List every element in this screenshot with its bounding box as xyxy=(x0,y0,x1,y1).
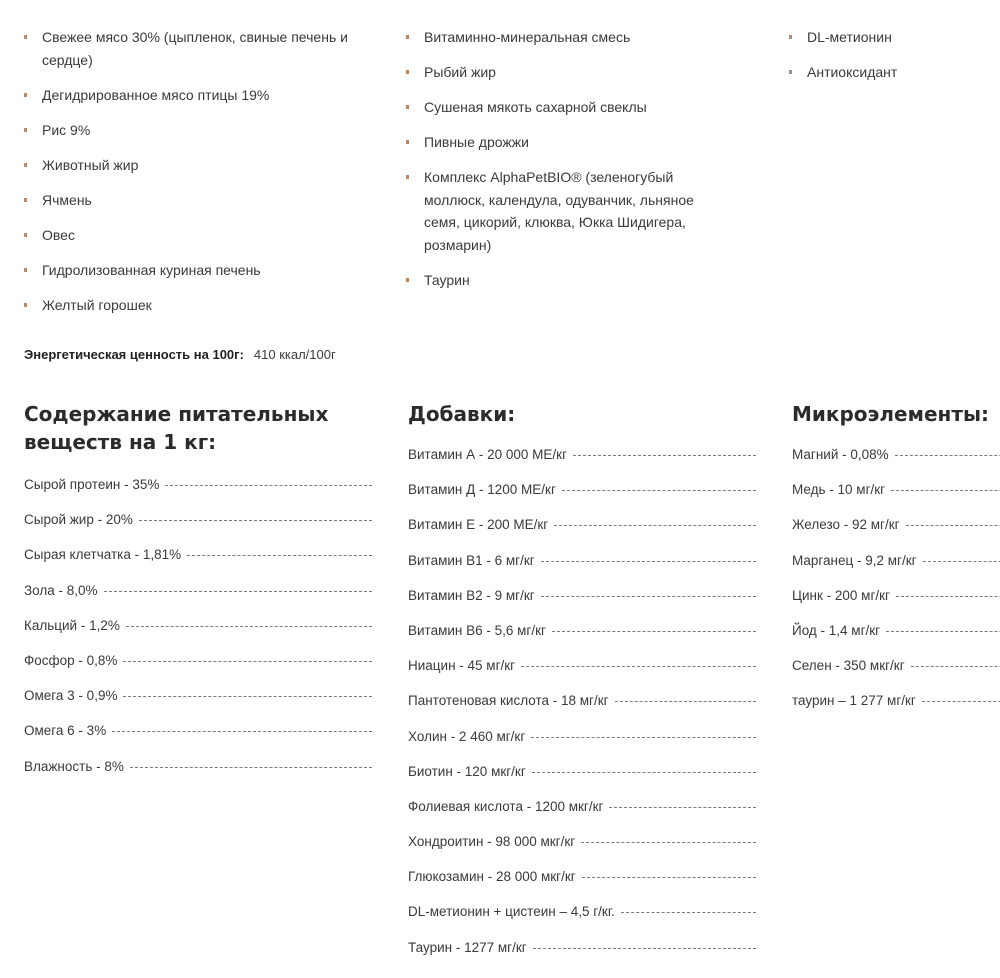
bullet-icon xyxy=(24,303,27,307)
additive-text: Холин - 2 460 мг/кг xyxy=(408,728,526,744)
additive-text: Витамин Д - 1200 МЕ/кг xyxy=(408,482,556,498)
additive-row xyxy=(408,657,756,692)
additive-text: Хондроитин - 98 000 мкг/кг xyxy=(408,834,576,850)
ingredient-label: Рыбий жир xyxy=(424,64,496,80)
microelement-row xyxy=(792,587,1000,622)
ingredient-label: Гидролизованная куриная печень xyxy=(42,261,261,278)
bullet-icon xyxy=(789,70,792,74)
nutrient-row xyxy=(24,652,372,687)
additive-row xyxy=(408,622,756,657)
nutrient-row xyxy=(24,582,372,617)
leader-dots xyxy=(896,596,1000,597)
bullet-icon xyxy=(406,105,409,109)
leader-dots xyxy=(531,737,756,738)
nutrient-row xyxy=(24,476,372,511)
additives-section xyxy=(408,400,756,974)
nutrient-text: Сырой протеин - 35% xyxy=(24,477,160,492)
bullet-icon xyxy=(406,175,409,179)
additive-row xyxy=(408,763,756,798)
additive-text: Ниацин - 45 мг/кг xyxy=(408,658,516,674)
microelement-row xyxy=(792,516,1000,551)
nutrient-text: Фосфор - 0,8% xyxy=(24,652,118,668)
nutrient-text: Сырая клетчатка - 1,81% xyxy=(24,547,182,563)
ingredients-column-2 xyxy=(406,26,726,304)
ingredient-label: Комплекс AlphaPetBIO® (зеленогубый моллюск, календула, одуванчик, льняное семя, цикорий, клюква, Юкка Шидигера, розмарин) xyxy=(424,169,694,253)
additive-text: Витамин А - 20 000 МЕ/кг xyxy=(408,447,567,462)
ingredient-item xyxy=(406,131,726,154)
ingredient-label: Антиоксидант xyxy=(807,64,898,80)
microelement-text: Медь - 10 мг/кг xyxy=(792,482,886,498)
microelement-text: таурин – 1 277 мг/кг xyxy=(792,693,916,709)
energy-amount: 410 ккал/100г xyxy=(253,347,336,362)
ingredient-label: DL-метионин xyxy=(807,29,892,45)
additive-text: Глюкозамин - 28 000 мкг/кг xyxy=(408,869,576,885)
energy-label: Энергетическая ценность на 100г: xyxy=(24,347,244,362)
nutrient-text: Влажность - 8% xyxy=(24,758,124,774)
ingredient-label: Таурин xyxy=(424,271,470,288)
additive-text: Таурин - 1277 мг/кг xyxy=(408,939,527,955)
microelement-row xyxy=(792,552,1000,587)
additive-text: DL-метионин + цистеин – 4,5 г/кг. xyxy=(408,904,615,920)
nutrient-text: Омега 3 - 0,9% xyxy=(24,688,118,704)
leader-dots xyxy=(573,455,756,456)
leader-dots xyxy=(582,877,756,878)
ingredient-item xyxy=(24,26,374,71)
nutrient-row xyxy=(24,617,372,652)
additive-text: Витамин В2 - 9 мг/кг xyxy=(408,587,535,603)
ingredient-item xyxy=(406,269,726,292)
leader-dots xyxy=(104,591,372,592)
leader-dots xyxy=(541,596,756,597)
microelements-list xyxy=(792,446,1000,728)
ingredient-item xyxy=(24,189,374,212)
additive-row xyxy=(408,939,756,974)
microelement-text: Магний - 0,08% xyxy=(792,447,889,462)
bullet-icon xyxy=(24,163,27,167)
leader-dots xyxy=(112,731,372,732)
ingredients-column-1 xyxy=(24,26,374,329)
ingredient-item xyxy=(406,96,726,119)
microelement-row xyxy=(792,657,1000,692)
leader-dots xyxy=(521,666,756,667)
ingredients-column-3 xyxy=(789,26,989,96)
additive-row xyxy=(408,587,756,622)
additive-row xyxy=(408,481,756,516)
leader-dots xyxy=(541,561,756,562)
additive-row xyxy=(408,446,756,481)
bullet-icon xyxy=(24,35,27,39)
microelement-text: Железо - 92 мг/кг xyxy=(792,517,900,533)
ingredient-item xyxy=(406,61,726,84)
additive-text: Витамин В6 - 5,6 мг/кг xyxy=(408,622,546,638)
bullet-icon xyxy=(24,268,27,272)
nutrient-text: Кальций - 1,2% xyxy=(24,617,120,633)
ingredient-item xyxy=(24,119,374,142)
leader-dots xyxy=(615,701,756,702)
bullet-icon xyxy=(24,198,27,202)
ingredient-label: Рис 9% xyxy=(42,121,91,138)
microelement-row xyxy=(792,446,1000,481)
leader-dots xyxy=(922,701,1000,702)
additive-row xyxy=(408,833,756,868)
nutrient-row xyxy=(24,758,372,793)
leader-dots xyxy=(906,525,1000,526)
nutrient-row xyxy=(24,722,372,757)
bullet-icon xyxy=(406,278,409,282)
leader-dots xyxy=(533,948,756,949)
additives-title: Добавки: xyxy=(408,402,516,426)
ingredient-item xyxy=(406,26,726,49)
leader-dots xyxy=(911,666,1000,667)
leader-dots xyxy=(554,525,756,526)
leader-dots xyxy=(923,561,1000,562)
ingredient-label: Дегидрированное мясо птицы 19% xyxy=(42,86,270,103)
ingredient-item xyxy=(406,166,726,256)
bullet-icon xyxy=(24,128,27,132)
additives-list xyxy=(408,446,756,974)
ingredient-label: Витаминно-минеральная смесь xyxy=(424,29,631,45)
ingredient-item xyxy=(24,294,374,317)
additive-text: Пантотеновая кислота - 18 мг/кг xyxy=(408,693,609,709)
leader-dots xyxy=(187,555,372,556)
ingredient-label: Ячмень xyxy=(42,191,92,208)
bullet-icon xyxy=(406,70,409,74)
leader-dots xyxy=(165,485,372,486)
nutrients-title: Содержание питательных веществ на 1 кг: xyxy=(24,402,329,454)
nutrient-row xyxy=(24,687,372,722)
microelements-section xyxy=(792,400,1000,728)
bullet-icon xyxy=(24,233,27,237)
bullet-icon xyxy=(789,35,792,39)
microelements-title: Микроэлементы: xyxy=(792,402,990,426)
nutrient-text: Зола - 8,0% xyxy=(24,582,98,598)
nutrient-text: Сырой жир - 20% xyxy=(24,512,133,528)
leader-dots xyxy=(609,807,756,808)
additive-text: Биотин - 120 мкг/кг xyxy=(408,763,526,779)
leader-dots xyxy=(139,520,372,521)
ingredient-item xyxy=(24,84,374,107)
microelement-text: Марганец - 9,2 мг/кг xyxy=(792,552,917,568)
bullet-icon xyxy=(406,35,409,39)
ingredient-item xyxy=(24,154,374,177)
bullet-icon xyxy=(24,93,27,97)
additive-row xyxy=(408,868,756,903)
additive-row xyxy=(408,903,756,938)
additive-text: Фолиевая кислота - 1200 мкг/кг xyxy=(408,798,604,814)
nutrients-section xyxy=(24,400,372,793)
ingredient-label: Овес xyxy=(42,226,75,243)
leader-dots xyxy=(130,767,372,768)
leader-dots xyxy=(562,490,756,491)
microelement-text: Селен - 350 мкг/кг xyxy=(792,658,905,674)
additive-row xyxy=(408,552,756,587)
additive-text: Витамин В1 - 6 мг/кг xyxy=(408,552,535,568)
ingredient-label: Пивные дрожжи xyxy=(424,134,529,150)
additive-row xyxy=(408,516,756,551)
leader-dots xyxy=(581,842,756,843)
nutrient-row xyxy=(24,511,372,546)
leader-dots xyxy=(532,772,756,773)
nutrient-text: Омега 6 - 3% xyxy=(24,723,107,739)
ingredient-item xyxy=(24,224,374,247)
ingredient-label: Животный жир xyxy=(42,156,139,173)
leader-dots xyxy=(891,490,1000,491)
leader-dots xyxy=(126,626,372,627)
microelement-row xyxy=(792,481,1000,516)
energy-value xyxy=(24,346,336,364)
nutrient-row xyxy=(24,546,372,581)
ingredient-label: Желтый горошек xyxy=(42,296,152,313)
leader-dots xyxy=(886,631,1000,632)
leader-dots xyxy=(552,631,756,632)
leader-dots xyxy=(895,455,1000,456)
ingredient-item xyxy=(789,61,989,84)
leader-dots xyxy=(123,661,372,662)
microelement-row xyxy=(792,692,1000,727)
ingredient-label: Сушеная мякоть сахарной свеклы xyxy=(424,99,647,115)
microelement-text: Цинк - 200 мг/кг xyxy=(792,587,890,603)
ingredient-item xyxy=(24,259,374,282)
additive-row xyxy=(408,692,756,727)
nutrients-list xyxy=(24,476,372,793)
additive-row xyxy=(408,728,756,763)
ingredient-item xyxy=(789,26,989,49)
leader-dots xyxy=(621,912,756,913)
leader-dots xyxy=(123,696,372,697)
microelement-text: Йод - 1,4 мг/кг xyxy=(792,622,881,638)
bullet-icon xyxy=(406,140,409,144)
microelement-row xyxy=(792,622,1000,657)
additive-row xyxy=(408,798,756,833)
ingredient-label: Свежее мясо 30% (цыпленок, свиные печень и сердце) xyxy=(42,29,348,68)
additive-text: Витамин Е - 200 МЕ/кг xyxy=(408,517,549,533)
